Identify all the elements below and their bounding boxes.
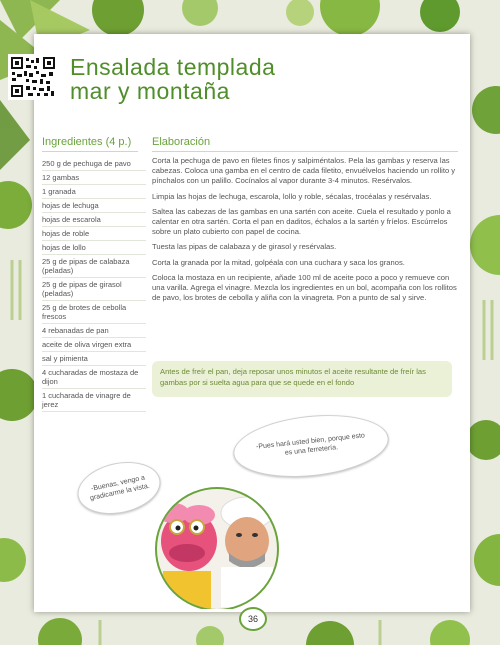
ingredient-item: 25 g de brotes de cebolla frescos [42,301,146,324]
ingredient-list [42,157,146,412]
ingredients-heading: Ingredientes (4 p.) [42,136,132,148]
ingredient-item: hojas de roble [42,227,146,241]
step-paragraph: Corta la pechuga de pavo en filetes finos y salpiméntalos. Pela las gambas y reserva las cabezas. Coloca una gamba en el centro de cada filetito, envuélvelos haciendo un rollito y pínchalos con un palillo. Cocínalos al vapor durante 3-4 minutos. Resérvalos. [152,156,456,186]
tip-box: Antes de freír el pan, deja reposar unos minutos el aceite resultante de freír las gambas por si suelta agua para que se quede en el fondo [152,361,452,397]
ingredient-item: 250 g de pechuga de pavo [42,157,146,171]
ingredient-item: 1 granada [42,185,146,199]
recipe-title: Ensalada templada mar y montaña [70,54,276,104]
ingredients-divider [42,151,138,152]
ingredient-item: 4 cucharadas de mostaza de dijon [42,366,146,389]
ingredient-item: 12 gambas [42,171,146,185]
elaboration-divider [152,151,458,152]
elaboration-heading: Elaboración [152,136,211,148]
page-number: 36 [239,607,267,631]
ingredient-item: hojas de lollo [42,241,146,255]
step-paragraph: Corta la granada por la mitad, golpéala con una cuchara y saca los granos. [152,257,405,267]
speech-bubble-left-text: -Buenas, vengo a gradicarme la vista. [89,474,151,503]
ingredient-item: 25 g de pipas de calabaza (peladas) [42,255,146,278]
step-paragraph: Tuesta las pipas de calabaza y de girasol y resérvalas. [152,242,337,252]
step-paragraph: Saltea las cabezas de las gambas en una sartén con aceite. Cuela el resultado y ponlo a calentar en otra sartén. Corta el pan en daditos, échalos a la sartén y fríelos. Escúrrelos sobre un plato cubierto con papel de cocina. [152,206,451,237]
elaboration-steps [152,156,458,308]
ingredient-item: hojas de escarola [42,213,146,227]
ingredient-item: 4 rebanadas de pan [42,324,146,338]
ingredient-item: aceite de oliva virgen extra [42,338,146,352]
ingredient-item: 25 g de pipas de girasol (peladas) [42,278,146,301]
step-paragraph: Coloca la mostaza en un recipiente, añade 100 ml de aceite poco a poco y remueve con una varilla. Agrega el vinagre. Mezcla los ingredientes en un bol, acompaña con los rollitos de pavo, los brotes de cebolla y aliña con la vinagreta. Pon a punto de sal y sirve. [152,272,457,303]
chef-and-puppet-photo [143,483,291,609]
step-paragraph: Limpia las hojas de lechuga, escarola, lollo y roble, sécalas, trocéalas y resérvalas. [152,191,432,201]
ingredient-item: hojas de lechuga [42,199,146,213]
speech-bubble-right-text: -Pues hará usted bien, porque esto es una ferretería. [255,432,366,457]
ingredient-item: 1 cucharada de vinagre de jerez [42,389,146,412]
ingredient-item: sal y pimienta [42,352,146,366]
qr-code [8,54,58,100]
